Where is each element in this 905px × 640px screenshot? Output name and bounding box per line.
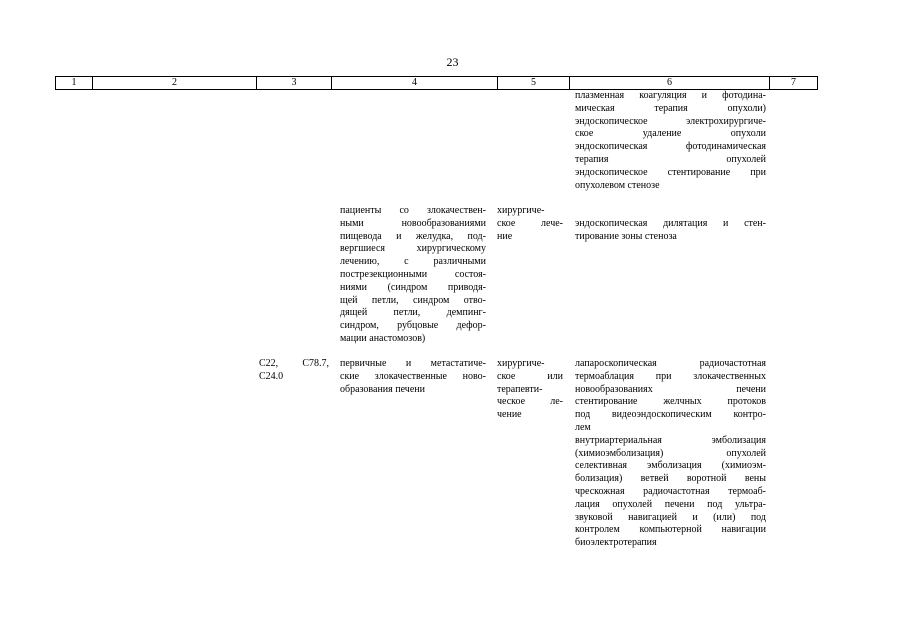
text-line: эндоскопическая фотодинамическая	[575, 141, 766, 153]
text-line: лапароскопическая радиочастотная	[575, 358, 766, 369]
text-line: синдром, рубцовые дефор-	[340, 320, 486, 332]
text-line: терапевти-	[497, 383, 543, 395]
text-line: дящей петли, демпинг-	[340, 307, 486, 319]
row-2-treatment	[497, 205, 563, 243]
text-line: хирургиче-	[497, 205, 545, 216]
text-line: (химиоэмболизация) опухолей	[575, 447, 766, 459]
text-line: вергшиеся хирургическому	[340, 243, 486, 255]
text-line: звуковой навигацией и (или) под	[575, 511, 766, 523]
text-line: ское удаление опухоли	[575, 128, 766, 140]
header-col-7: 7	[770, 77, 818, 89]
header-col-5: 5	[498, 77, 570, 89]
text-line: эндоскопическая дилятация и стен-	[575, 218, 766, 229]
row-1-methods	[575, 90, 766, 192]
page-number: 23	[446, 55, 459, 69]
text-line: термоаблация при злокачественных	[575, 370, 766, 382]
row-3-methods	[575, 358, 766, 550]
text-line: терапия опухолей	[575, 153, 766, 165]
text-line: биоэлектротерапия	[575, 537, 657, 549]
text-line: ными новообразованиями	[340, 217, 486, 229]
header-col-2: 2	[93, 77, 257, 89]
text-line: тирование зоны стеноза	[575, 230, 677, 242]
row-2-methods	[575, 218, 766, 244]
text-line: ские злокачественные ново-	[340, 370, 486, 382]
text-line: новообразованиях печени	[575, 383, 766, 395]
text-line: опухолевом стенозе	[575, 179, 660, 191]
text-line: лация опухолей печени под ультра-	[575, 498, 766, 510]
text-line: чение	[497, 409, 522, 421]
row-3-patients	[340, 358, 486, 396]
text-line: ние	[497, 230, 513, 242]
text-line: хирургиче-	[497, 358, 545, 369]
text-line: контролем компьютерной навигации	[575, 524, 766, 536]
text-line: пациенты со злокачествен-	[340, 205, 486, 216]
text-line: стентирование желчных протоков	[575, 396, 766, 408]
text-line: С24.0	[259, 370, 284, 382]
text-line: мическая терапия опухоли)	[575, 102, 766, 114]
header-col-6: 6	[570, 77, 770, 89]
table-header	[55, 76, 818, 90]
text-line: С22, С78.7,	[259, 358, 329, 369]
text-line: пищевода и желудка, под-	[340, 230, 486, 242]
text-line: ческое ле-	[497, 396, 563, 408]
text-line: пострезекционными состоя-	[340, 268, 486, 280]
row-3-treatment	[497, 358, 563, 422]
header-col-4: 4	[332, 77, 498, 89]
text-line: первичные и метастатиче-	[340, 358, 486, 369]
text-line: чрескожная радиочастотная термоаб-	[575, 485, 766, 497]
text-line: эндоскопическое стентирование при	[575, 166, 766, 178]
header-col-1: 1	[56, 77, 93, 89]
text-line: ское лече-	[497, 217, 563, 229]
text-line: эндоскопическое электрохирургиче-	[575, 115, 766, 127]
text-line: лечению, с различными	[340, 256, 486, 268]
text-line: под видеоэндоскопическим контро-	[575, 409, 766, 421]
text-line: болизация) ветвей воротной вены	[575, 473, 766, 485]
header-col-3: 3	[257, 77, 332, 89]
text-line: мации анастомозов)	[340, 332, 426, 344]
row-3-codes	[259, 358, 329, 384]
row-2-patients	[340, 205, 486, 346]
text-line: селективная эмболизация (химиоэм-	[575, 460, 766, 472]
text-line: лем	[575, 421, 591, 433]
text-line: щей петли, синдром отво-	[340, 294, 486, 306]
text-line: ниями (синдром приводя-	[340, 281, 486, 293]
text-line: ское или	[497, 370, 563, 382]
text-line: внутриартериальная эмболизация	[575, 434, 766, 446]
text-line: образования печени	[340, 383, 425, 395]
text-line: плазменная коагуляция и фотодина-	[575, 90, 766, 101]
